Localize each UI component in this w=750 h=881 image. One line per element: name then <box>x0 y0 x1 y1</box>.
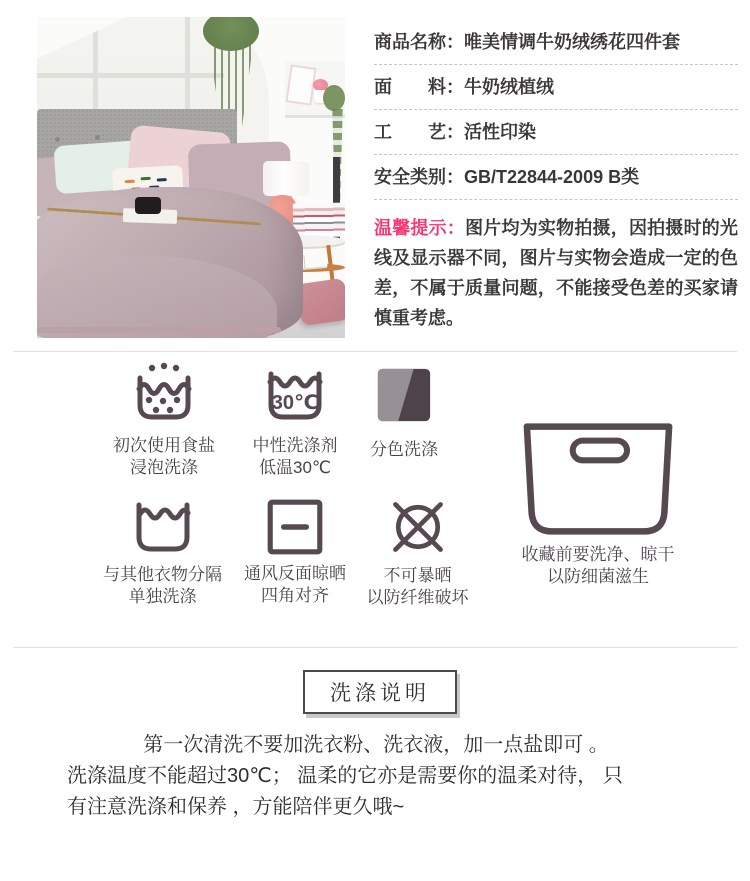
separate-wash-basin-icon <box>124 497 202 557</box>
care-label: 与其他衣物分隔 单独洗涤 <box>103 565 222 606</box>
salt-soak-basin-icon <box>125 360 203 428</box>
color-separation-icon <box>374 365 434 425</box>
spec-row-fabric <box>374 65 738 110</box>
photo-headboard-buttons <box>55 137 60 142</box>
product-spec-panel <box>374 20 738 333</box>
spec-row-product-name <box>374 20 738 65</box>
care-item-color-separation <box>334 365 474 461</box>
wash-line: 第一次清洗不要加洗衣粉、洗衣液，加一点盐即可 。 <box>143 734 609 756</box>
photo-trailing-plant <box>323 85 345 111</box>
photo-speaker <box>135 197 161 214</box>
photo-picture-frame <box>285 64 316 105</box>
photo-duvet-hem <box>37 327 281 333</box>
care-item-salt-soak <box>94 360 234 479</box>
care-label: 通风反面晾晒 四角对齐 <box>244 564 346 605</box>
care-item-separate-wash <box>85 497 240 608</box>
care-label: 不可暴晒 以防纤维破坏 <box>366 566 469 607</box>
storage-box-icon <box>521 421 675 537</box>
wash-instructions-title: 洗涤说明 <box>303 670 457 714</box>
spec-value: 牛奶绒植绒 <box>464 77 554 97</box>
care-label: 分色洗涤 <box>370 440 438 459</box>
spec-value: 唯美情调牛奶绒绣花四件套 <box>464 32 680 52</box>
spec-label: 工 艺： <box>374 122 464 142</box>
spec-row-craft <box>374 110 738 155</box>
reverse-dry-square-icon <box>266 498 324 556</box>
warm-tip <box>374 213 738 333</box>
care-label: 收藏前要洗净、晾干 以防细菌滋生 <box>521 545 675 586</box>
wash-line: 洗涤温度不能超过30℃； 温柔的它亦是需要你的温柔对待， 只 <box>67 765 623 787</box>
photo-lamp-shade <box>263 161 309 196</box>
care-item-storage <box>503 421 693 588</box>
photo-pillow-lettering <box>125 180 135 184</box>
care-label: 初次使用食盐 浸泡洗涤 <box>113 436 215 477</box>
warm-tip-label: 温馨提示： <box>374 218 466 238</box>
warm-tip-text: 图片均为实物拍摄，因拍摄时的光线及显示器不同，图片与实物会造成一定的色差，不属于质量问题，不能接受色差的买家请慎重考虑。 <box>374 218 739 328</box>
photo-floor-cushion <box>296 278 345 326</box>
care-label: 中性洗涤剂 低温30℃ <box>252 436 338 477</box>
spec-value: 活性印染 <box>464 122 536 142</box>
product-photo <box>37 17 345 338</box>
spec-label: 商品名称： <box>374 32 464 52</box>
spec-label: 面 料： <box>374 77 464 97</box>
photo-book-stack <box>293 203 345 238</box>
wash-basin-30c-icon <box>256 362 334 428</box>
spec-label: 安全类别： <box>374 167 464 187</box>
wash-instructions-text <box>67 730 685 823</box>
spec-value: GB/T22844-2009 B类 <box>464 167 640 187</box>
section-divider <box>13 351 737 352</box>
section-divider <box>13 647 737 648</box>
care-item-no-sun <box>350 496 485 609</box>
care-item-ventilate-dry <box>225 498 365 607</box>
spec-row-safety-class <box>374 155 738 200</box>
no-sun-icon <box>387 496 449 558</box>
temperature-text: 30℃ <box>271 392 319 414</box>
wash-line: 有注意洗涤和保养 ，方能陪伴更久哦~ <box>67 796 405 818</box>
